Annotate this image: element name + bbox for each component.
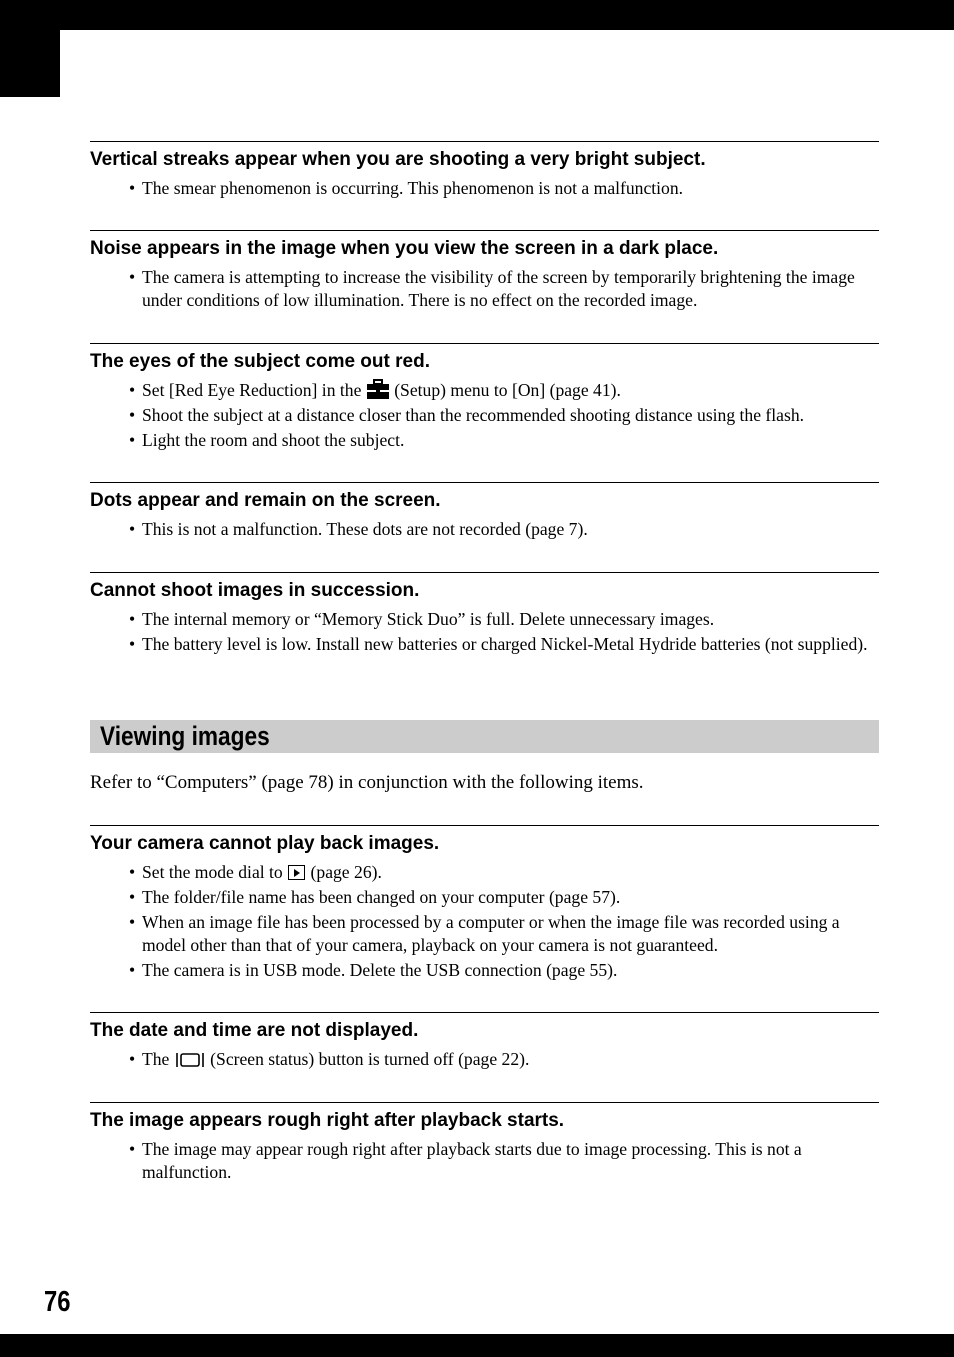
item-heading: Cannot shoot images in succession.: [90, 580, 420, 601]
item-heading: The date and time are not displayed.: [90, 1020, 419, 1041]
trouble-item-succession: [90, 572, 879, 658]
playback-icon: [288, 865, 305, 880]
trouble-item-rough-image: [90, 1102, 879, 1186]
item-text-before: The: [142, 1049, 170, 1069]
item-list: [90, 861, 879, 981]
item-heading: Noise appears in the image when you view the screen in a dark place.: [90, 238, 719, 259]
item-list: [90, 1138, 879, 1183]
item-list: [90, 608, 879, 656]
list-item: • When an image file has been processed by a computer or when the image file was recorded using a model other than that of your camera, playback on your camera is not guaranteed.: [90, 911, 879, 956]
top-bar: [0, 0, 954, 30]
list-item: • The camera is attempting to increase the visibility of the screen by temporarily brightening the image under conditions of low illumination. There is no effect on the recorded image.: [90, 266, 879, 311]
list-item: • The image may appear rough right after playback starts due to image processing. This is not a malfunction.: [90, 1138, 879, 1183]
trouble-item-cannot-play-back: [90, 825, 879, 984]
item-heading: Your camera cannot play back images.: [90, 833, 440, 854]
item-list: [90, 518, 879, 541]
bottom-bar: [0, 1334, 954, 1357]
item-text-after: (Setup) menu to [On] (page 41).: [394, 380, 621, 400]
page-number: 76: [44, 1286, 71, 1318]
item-heading: The eyes of the subject come out red.: [90, 351, 430, 372]
list-item: • The internal memory or “Memory Stick Duo” is full. Delete unnecessary images.: [90, 608, 879, 631]
section-intro: Refer to “Computers” (page 78) in conjunction with the following items.: [90, 772, 644, 793]
list-item: • Shoot the subject at a distance closer than the recommended shooting distance using the flash.: [90, 404, 879, 427]
trouble-item-red-eye: [90, 343, 879, 454]
screen-status-icon: [175, 1052, 205, 1068]
item-list: [90, 1048, 879, 1071]
trouble-item-vertical-streaks: [90, 141, 879, 202]
section-title: Viewing images: [100, 721, 270, 751]
item-text-before: Set [Red Eye Reduction] in the: [142, 380, 362, 400]
item-text-after: (page 26).: [310, 862, 382, 882]
page-tab: [0, 0, 60, 97]
list-item: [90, 379, 879, 402]
trouble-item-noise: [90, 230, 879, 314]
list-item: • The smear phenomenon is occurring. This phenomenon is not a malfunction.: [90, 177, 879, 200]
list-item: • Light the room and shoot the subject.: [90, 429, 879, 452]
section-header-viewing-images: [90, 720, 879, 753]
trouble-item-date-time: [90, 1012, 879, 1073]
setup-toolbox-icon: [367, 379, 389, 399]
item-heading: Vertical streaks appear when you are shooting a very bright subject.: [90, 149, 706, 170]
item-text-after: (Screen status) button is turned off (page 22).: [210, 1049, 530, 1069]
list-item: • The battery level is low. Install new batteries or charged Nickel-Metal Hydride batteries (not supplied).: [90, 633, 879, 656]
list-item: [90, 1048, 879, 1071]
item-list: [90, 379, 879, 452]
item-heading: Dots appear and remain on the screen.: [90, 490, 441, 511]
item-list: [90, 177, 879, 200]
item-list: [90, 266, 879, 311]
item-heading: The image appears rough right after playback starts.: [90, 1110, 565, 1131]
list-item: • The folder/file name has been changed on your computer (page 57).: [90, 886, 879, 909]
item-text-before: Set the mode dial to: [142, 862, 283, 882]
list-item: • This is not a malfunction. These dots are not recorded (page 7).: [90, 518, 879, 541]
trouble-item-dots: [90, 482, 879, 543]
list-item: [90, 861, 879, 884]
list-item: • The camera is in USB mode. Delete the USB connection (page 55).: [90, 959, 879, 982]
